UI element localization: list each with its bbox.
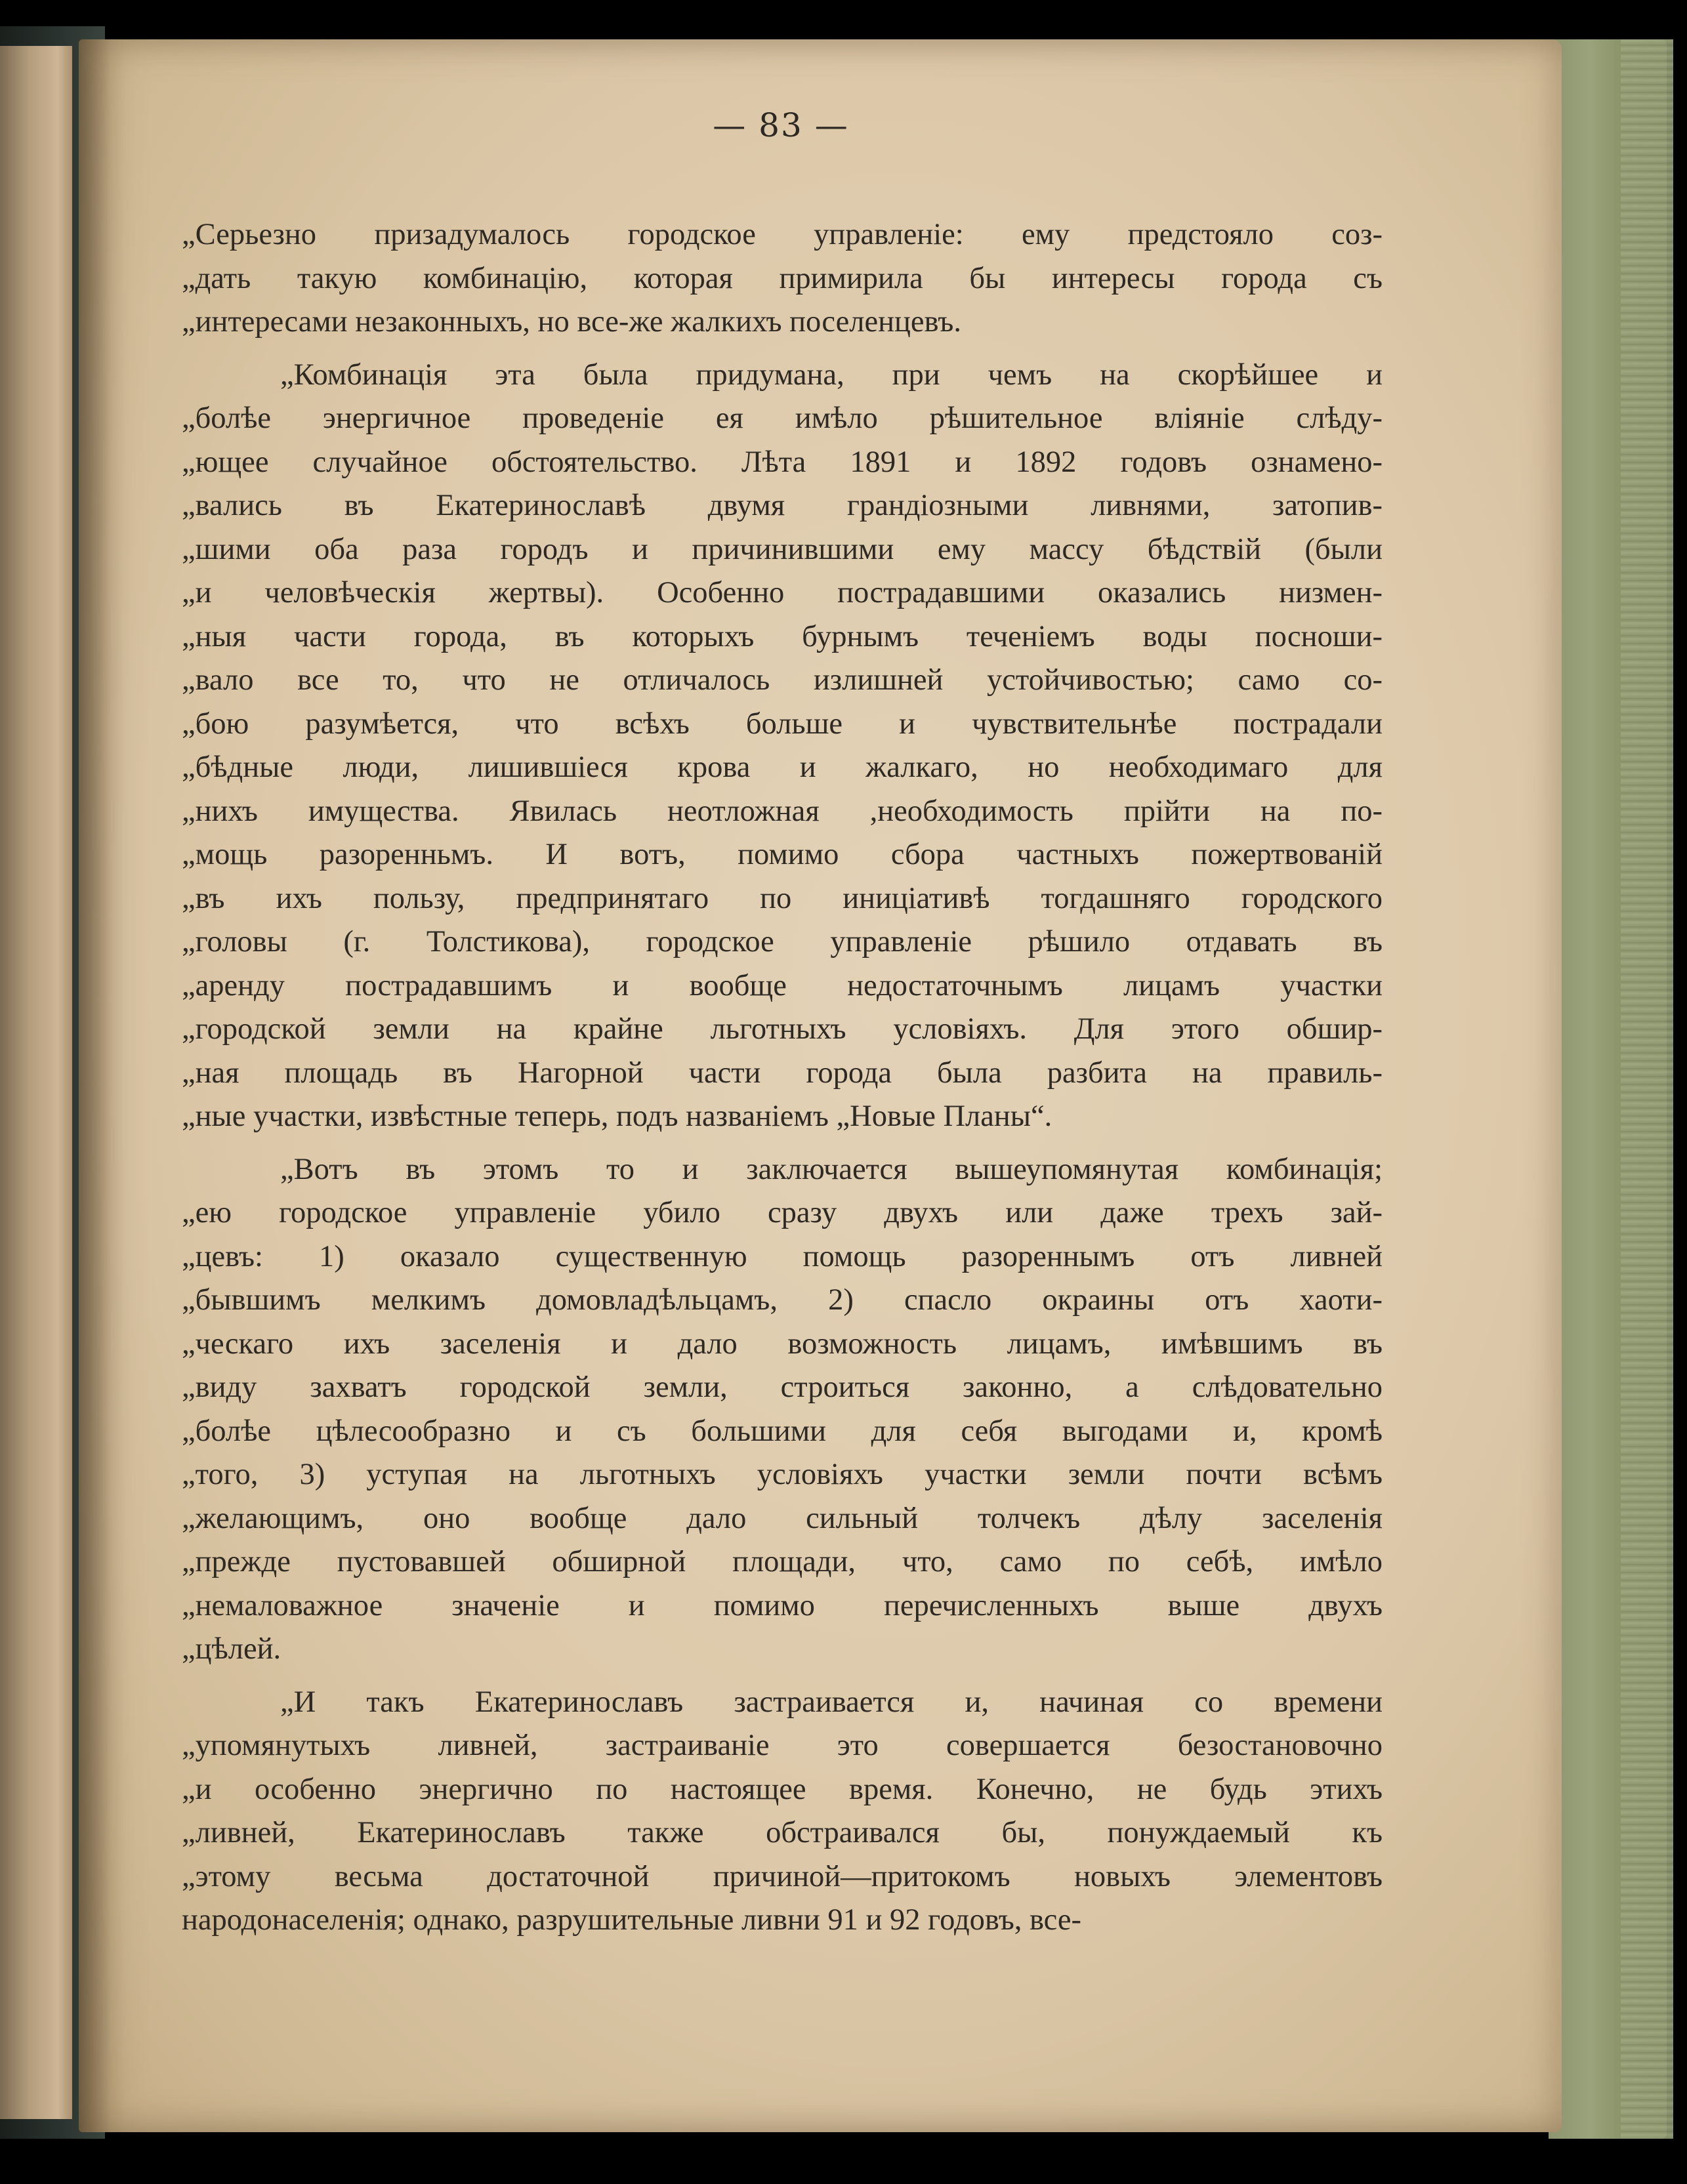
text-line: „аренду пострадавшимъ и вообще недостаточнымъ лицамъ участки bbox=[182, 968, 1383, 1002]
text-line: „бывшимъ мелкимъ домовладѣльцамъ, 2) спасло окраины отъ хаоти- bbox=[182, 1283, 1383, 1317]
text-line: „ные участки, извѣстные теперь, подъ названіемъ „Новые Планы“. bbox=[182, 1100, 1052, 1133]
text-line: „интересами незаконныхъ, но все-же жалкихъ поселенцевъ. bbox=[182, 305, 961, 339]
text-line: „цевъ: 1) оказало существенную помощь разореннымъ отъ ливней bbox=[182, 1239, 1383, 1273]
text-line: „И такъ Екатеринославъ застраивается и, начиная со времени bbox=[280, 1685, 1383, 1719]
text-line: „ныя части города, въ которыхъ бурнымъ теченіемъ воды посноши- bbox=[182, 619, 1383, 653]
paragraph bbox=[182, 213, 1383, 344]
paragraph bbox=[182, 354, 1383, 1139]
text-line: „вались въ Екатеринославѣ двумя грандіозными ливнями, затопив- bbox=[182, 489, 1383, 522]
text-line: „вало все то, что не отличалось излишней устойчивостью; само со- bbox=[182, 663, 1383, 697]
text-line: „въ ихъ пользу, предпринятаго по иниціативѣ тогдашняго городского bbox=[182, 881, 1383, 915]
text-line: „мощь разоренньмъ. И вотъ, помимо сбора частныхъ пожертвованій bbox=[182, 838, 1383, 871]
text-line: „Серьезно призадумалось городское управленіе: ему предстояло соз- bbox=[182, 218, 1383, 251]
text-line: „этому весьма достаточной причиной—притокомъ новыхъ элементовъ bbox=[182, 1859, 1383, 1893]
text-line: „немаловажное значеніе и помимо перечисленныхъ выше двухъ bbox=[182, 1588, 1383, 1622]
text-line: „городской земли на крайне льготныхъ условіяхъ. Для этого обшир- bbox=[182, 1012, 1383, 1046]
text-line: „желающимъ, оно вообще дало сильный толчекъ дѣлу заселенія bbox=[182, 1501, 1383, 1535]
paragraph bbox=[182, 1681, 1383, 1943]
text-line: „болѣе энергичное проведеніе ея имѣло рѣшительное вліяніе слѣду- bbox=[182, 402, 1383, 435]
text-line: „ческаго ихъ заселенія и дало возможность лицамъ, имѣвшимъ въ bbox=[182, 1327, 1383, 1361]
text-line: „бою разумѣется, что всѣхъ больше и чувствительнѣе пострадали bbox=[182, 707, 1383, 741]
text-line: „дать такую комбинацію, которая примирила бы интересы города съ bbox=[182, 261, 1383, 295]
text-line: „Вотъ въ этомъ то и заключается вышеупомянутая комбинація; bbox=[280, 1152, 1383, 1186]
facing-page-edge bbox=[0, 46, 72, 2119]
text-line: народонаселенія; однако, разрушительные ливни 91 и 92 годовъ, все- bbox=[182, 1903, 1082, 1937]
text-line: „цѣлей. bbox=[182, 1632, 281, 1666]
text-line: „и человѣческія жертвы). Особенно пострадавшими оказались низмен- bbox=[182, 576, 1383, 609]
text-line: „нихъ имущества. Явилась неотложная ,необходимость прійти на по- bbox=[182, 794, 1383, 828]
text-line: „болѣе цѣлесообразно и съ большими для себя выгодами и, кромѣ bbox=[182, 1414, 1383, 1448]
body-text bbox=[182, 213, 1383, 1943]
page-number: — 83 — bbox=[713, 106, 849, 144]
text-line: „прежде пустовавшей обширной площади, что, само по себѣ, имѣло bbox=[182, 1545, 1383, 1578]
text-line: „бѣдные люди, лишившіеся крова и жалкаго, но необходимаго для bbox=[182, 751, 1383, 784]
book-cover-texture bbox=[1621, 39, 1673, 2139]
text-line: „шими оба раза городъ и причинившими ему массу бѣдствій (были bbox=[182, 532, 1383, 566]
text-line: „ющее случайное обстоятельство. Лѣта 1891 и 1892 годовъ ознамено- bbox=[182, 445, 1383, 479]
text-line: „упомянутыхъ ливней, застраиваніе это совершается безостановочно bbox=[182, 1729, 1383, 1762]
text-line: „Комбинація эта была придумана, при чемъ на скорѣйшее и bbox=[280, 358, 1383, 392]
page-gutter-shadow bbox=[79, 39, 125, 2132]
paragraph bbox=[182, 1148, 1383, 1672]
text-line: „ливней, Екатеринославъ также обстраивался бы, понуждаемый къ bbox=[182, 1816, 1383, 1849]
text-line: „головы (г. Толстикова), городское управленіе рѣшило отдавать въ bbox=[182, 925, 1383, 958]
text-line: „и особенно энергично по настоящее время. Конечно, не будь этихъ bbox=[182, 1772, 1383, 1806]
text-line: „ная площадь въ Нагорной части города была разбита на правиль- bbox=[182, 1056, 1383, 1090]
text-line: „виду захватъ городской земли, строиться законно, а слѣдовательно bbox=[182, 1370, 1383, 1404]
text-line: „ею городское управленіе убило сразу двухъ или даже трехъ зай- bbox=[182, 1196, 1383, 1229]
text-line: „того, 3) уступая на льготныхъ условіяхъ участки земли почти всѣмъ bbox=[182, 1458, 1383, 1491]
